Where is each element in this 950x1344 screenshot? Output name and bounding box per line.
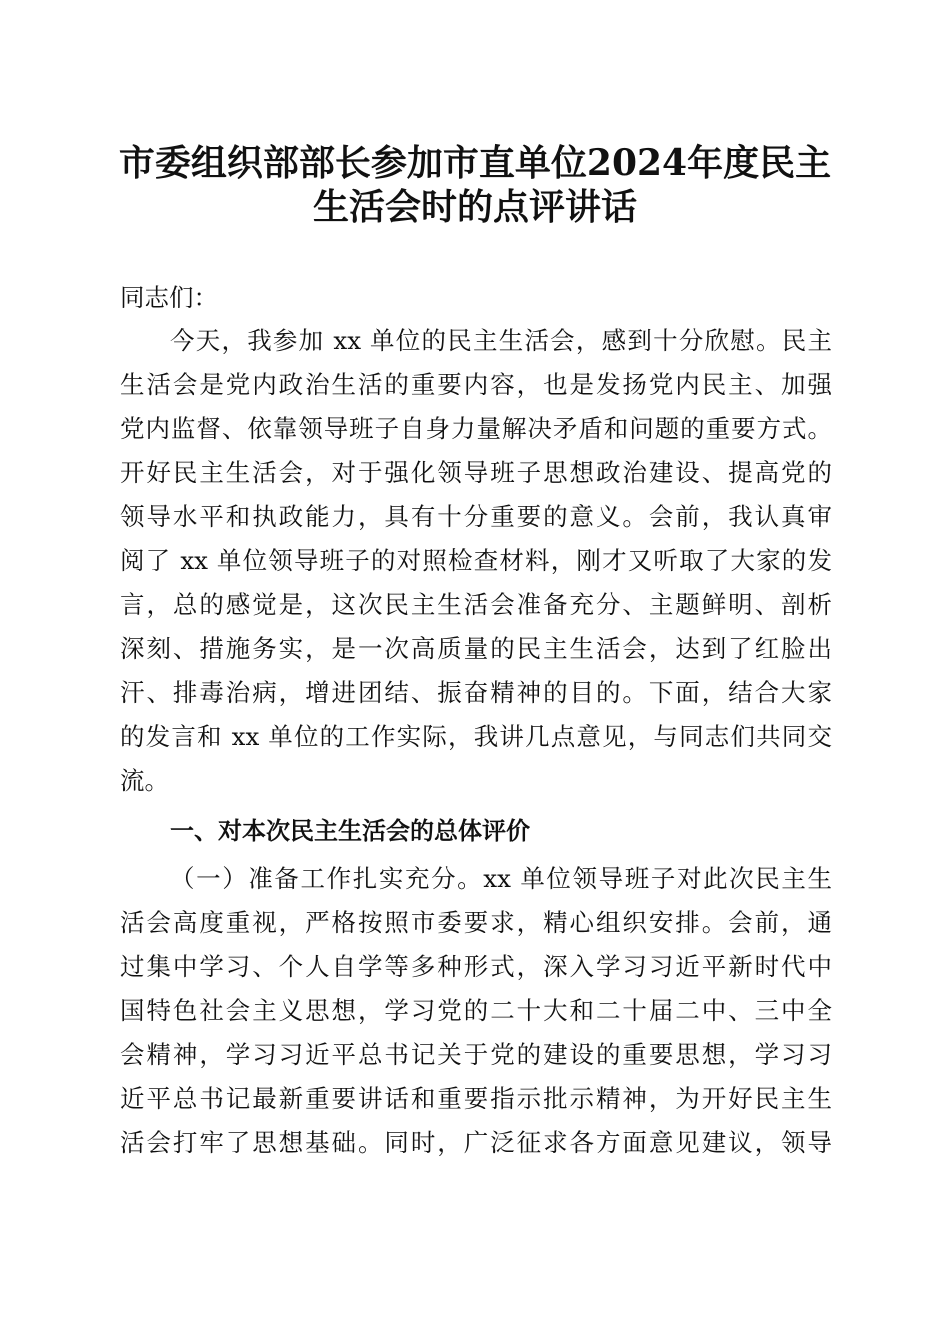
document-title-line-1: 市委组织部部长参加市直单位2024年度民主: [118, 142, 832, 184]
paragraph2-line: 活会打牢了思想基础。同时，广泛征求各方面意见建议，领导: [120, 1128, 832, 1157]
paragraph2-line: 国特色社会主义思想，学习党的二十大和二十届二中、三中全: [120, 996, 832, 1025]
paragraph2-line: 近平总书记最新重要讲话和重要指示批示精神，为开好民主生: [120, 1084, 832, 1113]
paragraph2-line: 活会高度重视，严格按照市委要求，精心组织安排。会前，通: [120, 908, 832, 937]
paragraph1-line: 的发言和 xx 单位的工作实际，我讲几点意见，与同志们共同交: [120, 722, 832, 751]
paragraph1-line: 阅了 xx 单位领导班子的对照检查材料，刚才又听取了大家的发: [120, 546, 832, 575]
salutation: 同志们：: [120, 283, 218, 312]
section-heading: 一、对本次民主生活会的总体评价: [170, 817, 530, 845]
paragraph1-line: 生活会是党内政治生活的重要内容，也是发扬党内民主、加强: [120, 370, 832, 399]
paragraph1-line: 深刻、措施务实，是一次高质量的民主生活会，达到了红脸出: [120, 634, 832, 663]
paragraph1-line: 今天，我参加 xx 单位的民主生活会，感到十分欣慰。民主: [170, 326, 832, 355]
paragraph1-line: 党内监督、依靠领导班子自身力量解决矛盾和问题的重要方式。: [120, 414, 832, 443]
document-title-line-2: 生活会时的点评讲话: [312, 186, 637, 228]
paragraph1-line: 开好民主生活会，对于强化领导班子思想政治建设、提高党的: [120, 458, 832, 487]
paragraph1-line: 汗、排毒治病，增进团结、振奋精神的目的。下面，结合大家: [120, 678, 832, 707]
paragraph2-line: 会精神，学习习近平总书记关于党的建设的重要思想，学习习: [120, 1040, 832, 1069]
paragraph1-line: 领导水平和执政能力，具有十分重要的意义。会前，我认真审: [120, 502, 832, 531]
paragraph2-line: （一）准备工作扎实充分。xx 单位领导班子对此次民主生: [170, 864, 832, 893]
paragraph1-line: 流。: [120, 766, 169, 795]
paragraph1-line: 言，总的感觉是，这次民主生活会准备充分、主题鲜明、剖析: [120, 590, 832, 619]
paragraph2-line: 过集中学习、个人自学等多种形式，深入学习习近平新时代中: [120, 952, 832, 981]
